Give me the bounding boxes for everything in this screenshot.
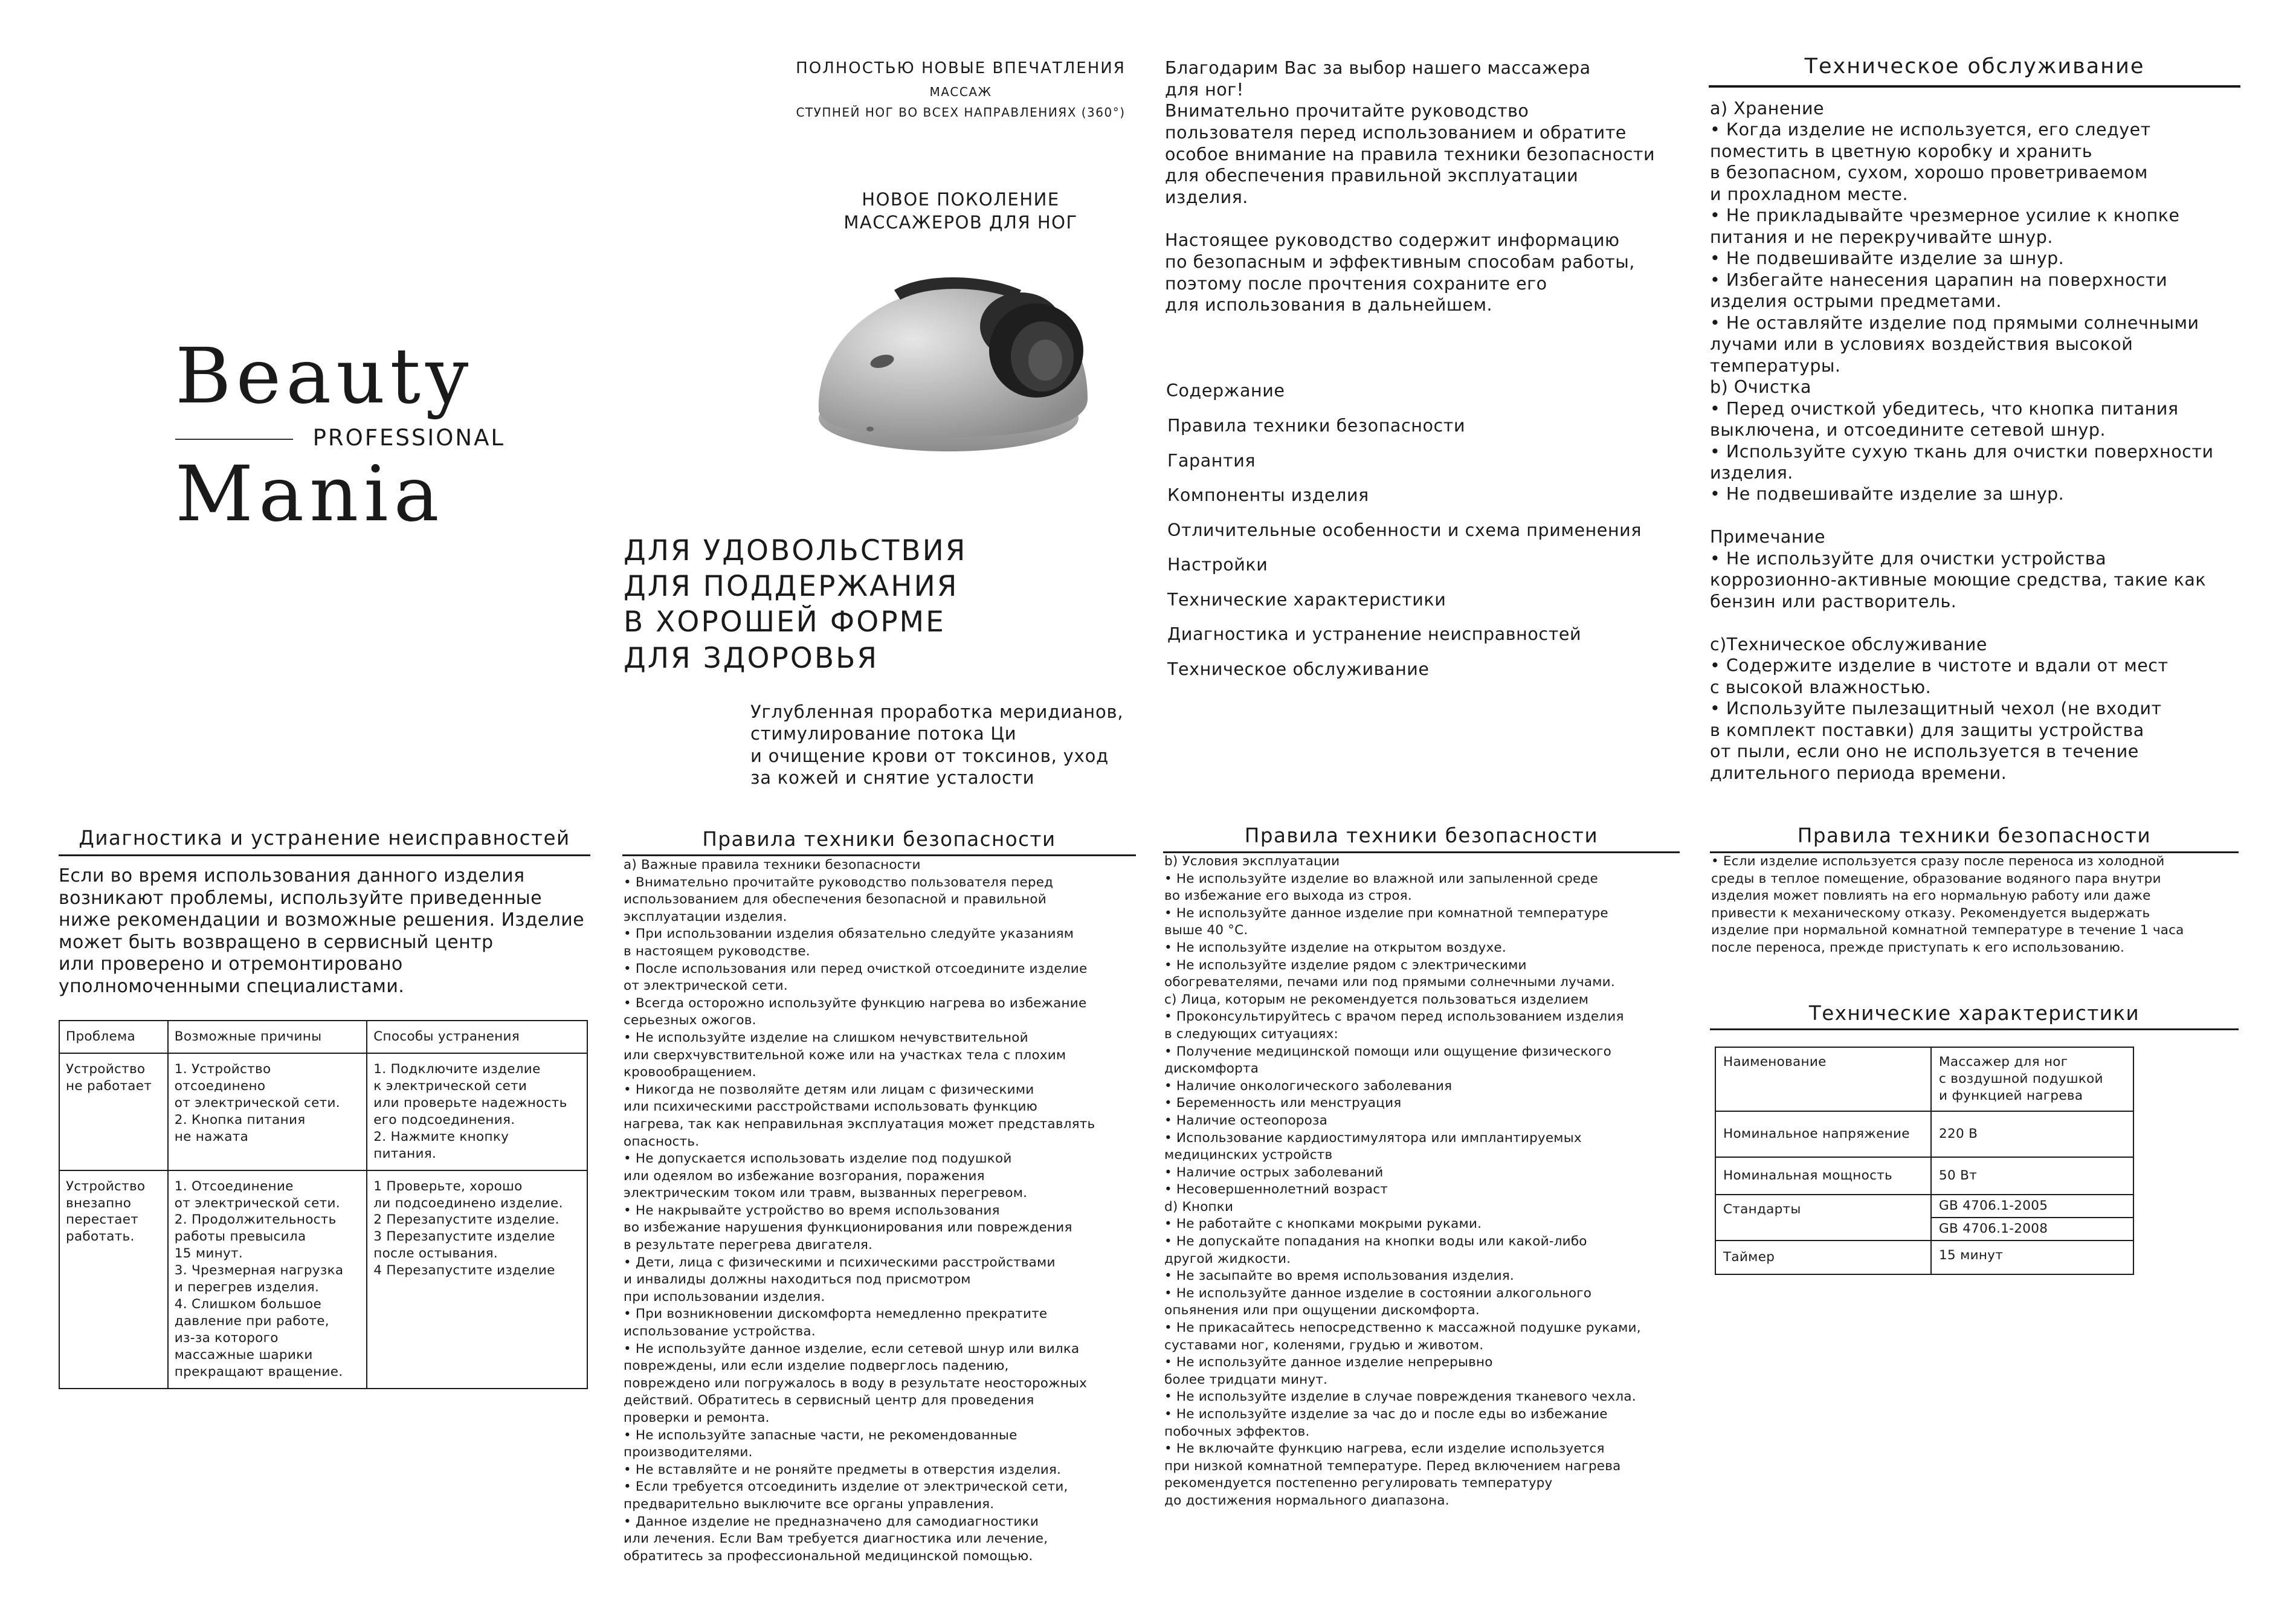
safety-rules-operation: b) Условия эксплуатации • Не используйте изделие во влажной или запыленной среде во избежание его выхода из строя. • Не используйте данное изделие при комнатной температуре выше 40 °С. • Не используйте изделие на открытом воздухе. • Не используйте изделие рядом с электрическими обогревателями, печами или под прямыми солнечными лучами. c) Лица, которым не рекомендуется пользоваться изделием • Проконсультируйтесь с врачом перед использованием изделия в следующих ситуациях: • Получение медицинской помощи или ощущение физического дискомфорта • Наличие онкологического заболевания • Беременность или менструация • Наличие остеопороза • Использование кардиостимулятора или имплантируемых медицинских устройств • Наличие острых заболеваний • Несовершеннолетний возраст d) Кнопки • Не работайте с кнопками мокрыми руками. • Не допускайте попадания на кнопки воды или какой-либо другой жидкости. • Не засыпайте во время использования изделия. • Не используйте данное изделие в состоянии алкогольного опьянения или при ощущении дискомфорта. • Не прикасайтесь непосредственно к массажной подушке руками, суставами ног, коленями, грудью и животом. • Не используйте данное изделие непрерывно более тридцати минут. • Не используйте изделие в случае повреждения тканевого чехла. • Не используйте изделие за час до и после еды во избежание побочных эффектов. • Не включайте функцию нагрева, если изделие используется при низкой комнатной температуре. Перед включением нагрева рекомендуется постепенно регулировать температуру до достижения нормального диапазона. [1164, 854, 1641, 1508]
safety-title-1: Правила техники безопасности [702, 828, 1056, 851]
table-cell-fixes: 1. Подключите изделие к электрической сети или проверьте надежность его подсоединения. 2. Нажмите кнопку питания. [367, 1053, 587, 1170]
table-row [59, 1053, 587, 1170]
spec-value: 50 Вт [1931, 1157, 2133, 1195]
maintenance-body: a) Хранение • Когда изделие не используется, его следует поместить в цветную коробку и хранить в безопасном, сухом, хорошо проветриваемом и прохладном месте. • Не прикладывайте чрезмерное усилие к кнопке питания и не перекручивайте шнур. • Не подвешивайте изделие за шнур. • Избегайте нанесения царапин на поверхности изделия острыми предметами. • Не оставляйте изделие под прямыми солнечными лучами или в условиях воздействия высокой температуры. b) Очистка • Перед очисткой убедитесь, что кнопка питания выключена, и отсоедините сетевой шнур. • Используйте сухую ткань для очистки поверхности изделия. • Не подвешивайте изделие за шнур. Примечание • Не используйте для очистки устройства коррозионно-активные моющие средства, такие как бензин или растворитель. c)Техническое обслуживание • Содержите изделие в чистоте и вдали от мест с высокой влажностью. • Используйте пылезащитный чехол (не входит в комплект поставки) для защиты устройства от пыли, если оно не используется в течение длительного периода времени. [1710, 98, 2214, 783]
logo-mania: Mania [175, 450, 445, 538]
specs-title: Технические характеристики [1808, 1002, 2140, 1025]
hero-headline: ДЛЯ УДОВОЛЬСТВИЯ ДЛЯ ПОДДЕРЖАНИЯ В ХОРОШЕЙ ФОРМЕ ДЛЯ ЗДОРОВЬЯ [624, 534, 967, 675]
toc-item[interactable]: Гарантия [1167, 450, 1256, 471]
toc-item[interactable]: Компоненты изделия [1167, 485, 1369, 505]
safety-divider-1 [622, 854, 1136, 856]
safety-rules-general: a) Важные правила техники безопасности • Внимательно прочитайте руководство пользователя перед использованием для обеспечения безопасной и правильной эксплуатации изделия. • При использовании изделия обязательно следуйте указаниям в настоящем руководстве. • После использования или перед очисткой отсоедините изделие от электрической сети. • Всегда осторожно используйте функцию нагрева во избежание серьезных ожогов. • Не используйте изделие на слишком нечувствительной или сверхчувствительной коже или на участках тела с плохим кровообращением. • Никогда не позволяйте детям или лицам с физическими или психическими расстройствами использовать функцию нагрева, так как неправильная эксплуатация может представлять опасность. • Не допускается использовать изделие под подушкой или одеялом во избежание возгорания, поражения электрическим током или травм, вызванных перегревом. • Не накрывайте устройство во время использования во избежание нарушения функционирования или повреждения в результате перегрева двигателя. • Дети, лица с физическими и психическими расстройствами и инвалиды должны находиться под присмотром при использовании изделия. • При возникновении дискомфорта немедленно прекратите использование устройства. • Не используйте данное изделие, если сетевой шнур или вилка повреждены, или если изделие подверглось падению, повреждено или погружалось в воду в результате неосторожных действий. Обратитесь в сервисный центр для проведения проверки и ремонта. • Не используйте запасные части, не рекомендованные производителями. • Не вставляйте и не роняйте предметы в отверстия изделия. • Если требуется отсоединить изделие от электрической сети, предварительно выключите все органы управления. • Данное изделие не предназначено для самодиагностики или лечения. Если Вам требуется диагностика или лечение, обратитесь за профессиональной медицинской помощью. [624, 857, 1095, 1564]
spec-name: Наименование [1715, 1047, 1931, 1111]
hero-description: Углубленная проработка меридианов, стимулирование потока Ци и очищение крови от токсинов, уход за кожей и снятие усталости [750, 702, 1124, 788]
toc-title: Содержание [1166, 381, 1285, 401]
intro-paragraph-1: Благодарим Вас за выбор нашего массажера для ног! Внимательно прочитайте руководство пользователя перед использованием и обратите особое внимание на правила техники безопасности для обеспечения правильной эксплуатации изделия. [1165, 58, 1656, 207]
maintenance-title: Техническое обслуживание [1804, 54, 2145, 79]
safety-title-2: Правила техники безопасности [1244, 824, 1599, 847]
table-header-cell: Способы устранения [367, 1021, 587, 1053]
hero-tagline [767, 59, 1154, 120]
toc-item[interactable]: Диагностика и устранение неисправностей [1167, 624, 1582, 644]
table-header-row [59, 1021, 587, 1053]
intro-text [1165, 57, 1697, 316]
toc-item[interactable]: Отличительные особенности и схема применения [1167, 520, 1642, 540]
maintenance-divider [1709, 85, 2240, 88]
spec-name: Номинальное напряжение [1715, 1111, 1931, 1157]
hero-generation: НОВОЕ ПОКОЛЕНИЕ МАССАЖЕРОВ ДЛЯ НОГ [843, 189, 1078, 233]
table-row [1715, 1241, 2133, 1274]
toc-item[interactable]: Техническое обслуживание [1167, 659, 1430, 679]
table-header-cell: Возможные причины [168, 1021, 367, 1053]
diagnostics-title: Диагностика и устранение неисправностей [79, 827, 570, 850]
intro-paragraph-2: Настоящее руководство содержит информацию по безопасным и эффективным способам работы, поэтому после прочтения сохраните его для использования в дальнейшем. [1165, 230, 1635, 315]
specs-table [1715, 1047, 2134, 1275]
table-cell-causes: 1. Отсоединение от электрической сети. 2. Продолжительность работы превысила 15 минут. 3. Чрезмерная нагрузка и перегрев изделия. 4. Слишком большое давление при работе, из-за которого массажные шарики прекращают вращение. [168, 1170, 367, 1389]
specs-divider [1710, 1028, 2239, 1030]
table-row [1715, 1157, 2133, 1195]
toc-item[interactable]: Технические характеристики [1167, 589, 1446, 610]
spec-name: Стандарты [1715, 1195, 1931, 1241]
safety-title-3: Правила техники безопасности [1797, 824, 2152, 847]
diagnostics-table [59, 1020, 588, 1389]
toc-item[interactable]: Настройки [1167, 555, 1268, 575]
safety-rules-condensation: • Если изделие используется сразу после переноса из холодной среды в теплое помещение, образование водяного пара внутри изделия может повлиять на его нормальную работу или даже привести к механическому отказу. Рекомендуется выдержать изделие при нормальной комнатной температуре в течение 1 часа после переноса, прежде приступать к его использованию. [1711, 854, 2184, 955]
table-header-cell: Проблема [59, 1021, 168, 1053]
spec-name: Номинальная мощность [1715, 1157, 1931, 1195]
spec-value: 15 минут [1931, 1241, 2133, 1274]
table-row [59, 1170, 587, 1389]
logo-beauty: Beauty [175, 332, 474, 421]
foot-massager-image [804, 260, 1106, 459]
table-row [1715, 1047, 2133, 1111]
spec-value: 220 В [1931, 1111, 2133, 1157]
table-cell-fixes: 1 Проверьте, хорошо ли подсоединено изделие. 2 Перезапустите изделие. 3 Перезапустите изделие после остывания. 4 Перезапустите изделие [367, 1170, 587, 1389]
logo-professional [175, 425, 508, 453]
diagnostics-divider [59, 854, 590, 856]
spec-value: GB 4706.1-2005 [1931, 1195, 2133, 1218]
toc-item[interactable]: Правила техники безопасности [1167, 416, 1466, 436]
spec-value: GB 4706.1-2008 [1931, 1218, 2133, 1241]
logo-professional-text: PROFESSIONAL [312, 425, 505, 451]
table-cell-problem: Устройство внезапно перестает работать. [59, 1170, 168, 1389]
hero-tagline-line-1: ПОЛНОСТЬЮ НОВЫЕ ВПЕЧАТЛЕНИЯ [796, 59, 1126, 77]
logo-divider [175, 439, 293, 440]
hero-tagline-line-2: МАССАЖ [929, 85, 992, 99]
table-row [1715, 1195, 2133, 1218]
spec-value: Массажер для ног с воздушной подушкой и функцией нагрева [1931, 1047, 2133, 1111]
table-cell-problem: Устройство не работает [59, 1053, 168, 1170]
spec-name: Таймер [1715, 1241, 1931, 1274]
table-row [1715, 1111, 2133, 1157]
hero-tagline-line-3: СТУПНЕЙ НОГ ВО ВСЕХ НАПРАВЛЕНИЯХ (360°) [796, 105, 1126, 120]
diagnostics-intro: Если во время использования данного изделия возникают проблемы, используйте приведенные ниже рекомендации и возможные решения. Изделие может быть возвращено в сервисный центр или проверено и отремонтировано уполномоченными специалистами. [59, 865, 584, 997]
table-cell-causes: 1. Устройство отсоединено от электрической сети. 2. Кнопка питания не нажата [168, 1053, 367, 1170]
toc-list [1167, 416, 1642, 694]
